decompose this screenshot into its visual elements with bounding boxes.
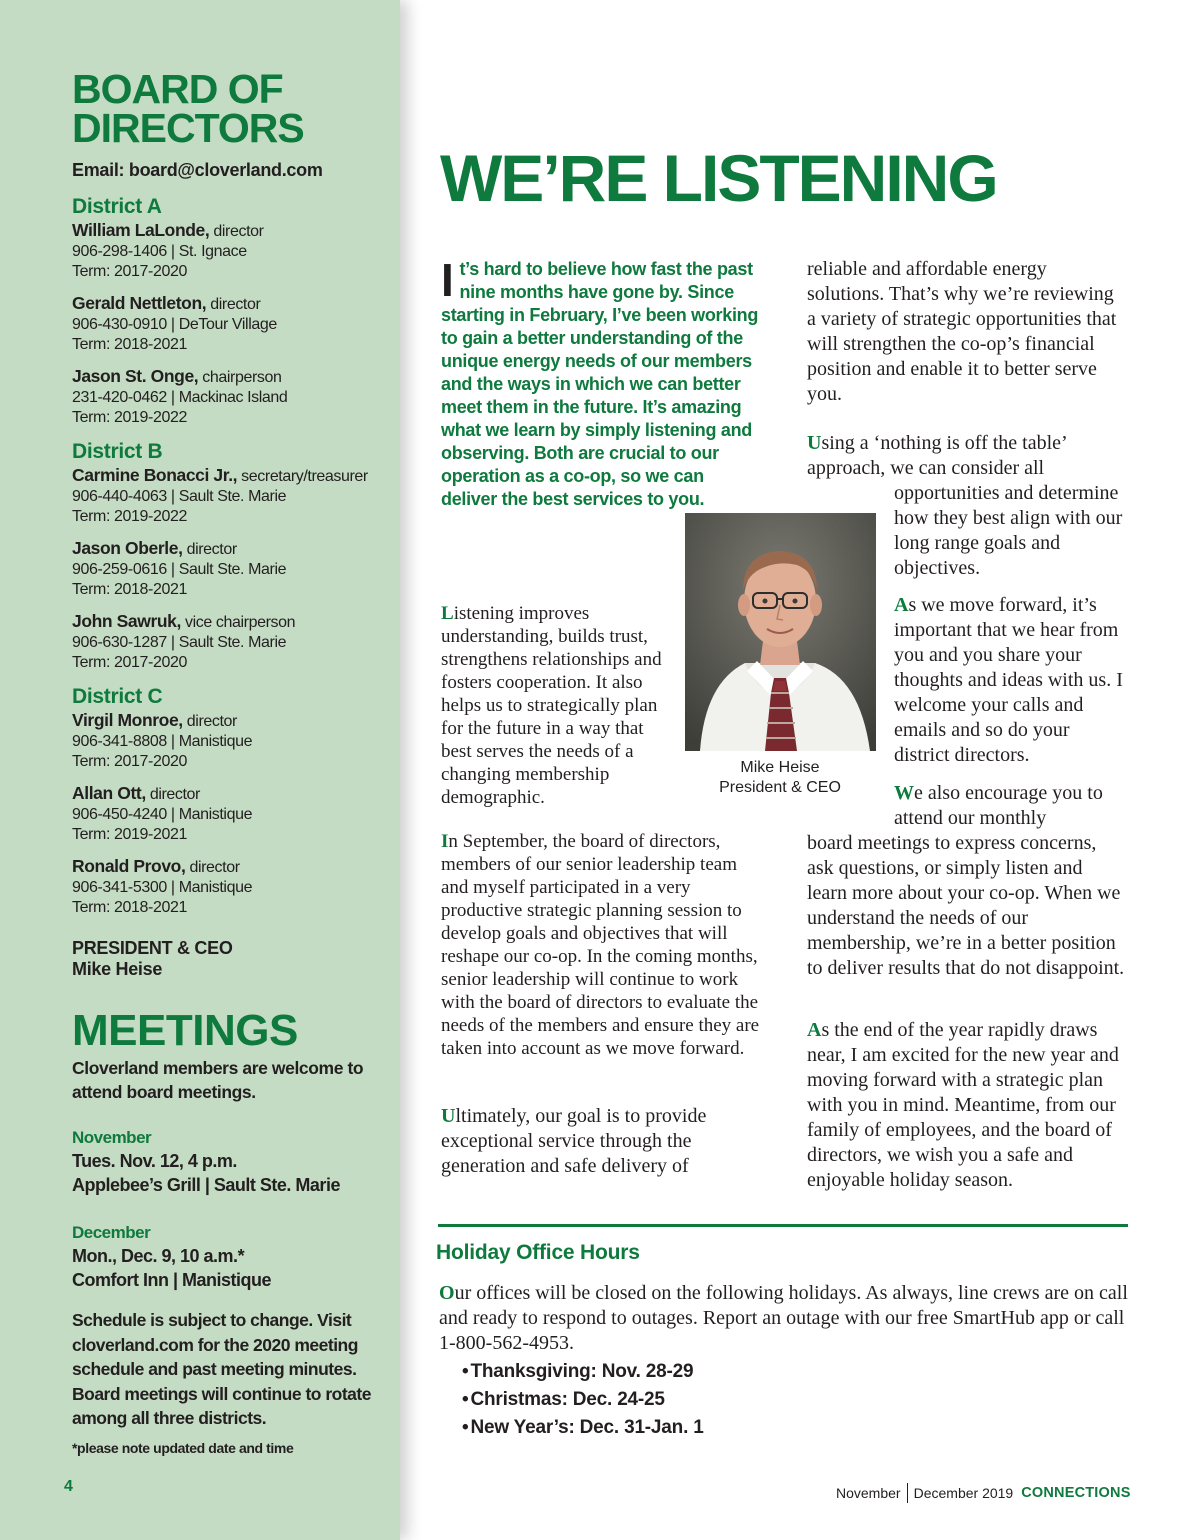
paragraph-text: n September, the board of directors, members of our senior leadership team and myself participated in a very productive strategic planning session to develop goals and objectives that will reshape our co-op. In the coming months, senior leadership will continue to work with the board of directors to evaluate the needs of the members and ensure they are taken into account as we move forward. xyxy=(441,831,760,1059)
district-heading: District C xyxy=(72,685,163,708)
drop-cap: I xyxy=(441,254,454,306)
director-entry xyxy=(72,538,392,600)
paragraph-september xyxy=(441,830,761,1060)
article-title: WE’RE LISTENING xyxy=(440,141,997,215)
meeting-datetime: Tues. Nov. 12, 4 p.m. xyxy=(72,1151,237,1171)
director-name: William LaLonde, xyxy=(72,220,210,240)
caption-title: President & CEO xyxy=(719,779,841,796)
director-contact: 906-450-4240 | Manistique xyxy=(72,806,253,823)
director-entry xyxy=(72,856,392,918)
paragraph-using xyxy=(807,431,1127,581)
director-entry xyxy=(72,783,392,845)
director-contact: 906-341-8808 | Manistique xyxy=(72,733,253,750)
schedule-note: Schedule is subject to change. Visit cloverland.com for the 2020 meeting schedule and past meeting minutes. Board meetings will continue to rotate among all three districts. xyxy=(72,1310,371,1428)
intro-text: t’s hard to believe how fast the past nine months have gone by. Since starting in February, I’ve been working to gain a better understanding of the unique energy needs of our members and the ways in which we can better meet them in the future. It’s amazing what we learn by simply listening and observing. Both are crucial to our operation as a co-op, so we can deliver the best services to you. xyxy=(441,259,759,509)
director-name: Ronald Provo, xyxy=(72,856,186,876)
director-entry xyxy=(72,293,392,355)
director-role: chairperson xyxy=(198,369,282,386)
director-role: secretary/treasurer xyxy=(237,468,368,485)
meeting-datetime: Mon., Dec. 9, 10 a.m.* xyxy=(72,1246,245,1266)
director-entry xyxy=(72,465,392,527)
director-name: Jason Oberle, xyxy=(72,538,183,558)
paragraph-text: e also encourage you to attend our monthly xyxy=(894,782,1103,829)
footer-month: November xyxy=(836,1485,901,1501)
president-title: PRESIDENT & CEO xyxy=(72,938,233,958)
paragraph-text-full: board meetings to express concerns, ask questions, or simply listen and learn more about your co-op. When we understand the needs of our membership, we’re in a better position to deliver results that do not disappoint. xyxy=(807,832,1125,979)
director-term: Term: 2017-2020 xyxy=(72,753,187,770)
holiday-list xyxy=(462,1358,704,1442)
director-contact: 231-420-0462 | Mackinac Island xyxy=(72,389,288,406)
holiday-item: • New Year’s: Dec. 31-Jan. 1 xyxy=(462,1417,704,1438)
director-contact: 906-298-1406 | St. Ignace xyxy=(72,243,247,260)
first-letter: L xyxy=(441,603,454,624)
publication-name: CONNECTIONS xyxy=(1021,1485,1131,1501)
section-divider xyxy=(438,1224,1128,1227)
director-contact: 906-341-5300 | Manistique xyxy=(72,879,253,896)
director-name: Allan Ott, xyxy=(72,783,146,803)
sidebar xyxy=(0,0,400,1540)
paragraph-ultimately xyxy=(441,1104,761,1179)
board-of-directors-title: BOARD OF DIRECTORS xyxy=(72,66,304,151)
board-email[interactable]: Email: board@cloverland.com xyxy=(72,160,323,180)
district-a xyxy=(72,194,392,428)
footer-issue: December 2019 xyxy=(913,1485,1014,1501)
holiday-hours-text xyxy=(439,1281,1129,1356)
paragraph-text: s the end of the year rapidly draws near, I am excited for the new year and moving forward with a strategic plan with you in mind. Meantime, from our family of employees, and the board of directors, we wish you a safe and enjoyable holiday season. xyxy=(807,1019,1119,1191)
meetings-intro: Cloverland members are welcome to attend board meetings. xyxy=(72,1058,364,1102)
director-term: Term: 2019-2021 xyxy=(72,826,187,843)
director-term: Term: 2017-2020 xyxy=(72,654,187,671)
director-contact: 906-430-0910 | DeTour Village xyxy=(72,316,277,333)
paragraph-text: sing a ‘nothing is off the table’ approach, we can consider all xyxy=(807,432,1067,479)
meeting-location: Comfort Inn | Manistique xyxy=(72,1270,272,1290)
meeting-location: Applebee’s Grill | Sault Ste. Marie xyxy=(72,1175,340,1195)
page-number: 4 xyxy=(64,1478,73,1495)
director-entry xyxy=(72,611,392,673)
director-entry xyxy=(72,710,392,772)
first-letter: A xyxy=(807,1019,822,1041)
director-contact: 906-259-0616 | Sault Ste. Marie xyxy=(72,561,287,578)
first-letter: I xyxy=(441,831,449,852)
paragraph-listening xyxy=(441,602,671,809)
director-contact: 906-630-1287 | Sault Ste. Marie xyxy=(72,634,287,651)
director-name: John Sawruk, xyxy=(72,611,181,631)
director-term: Term: 2019-2022 xyxy=(72,409,187,426)
director-term: Term: 2018-2021 xyxy=(72,336,187,353)
director-term: Term: 2017-2020 xyxy=(72,263,187,280)
paragraph-year-end xyxy=(807,1018,1127,1193)
director-name: Jason St. Onge, xyxy=(72,366,199,386)
meeting-november xyxy=(72,1127,392,1197)
director-name: Virgil Monroe, xyxy=(72,710,183,730)
holiday-item-text: Thanksgiving: Nov. 28-29 xyxy=(470,1361,694,1382)
meeting-december xyxy=(72,1222,392,1292)
district-heading: District B xyxy=(72,440,163,463)
district-heading: District A xyxy=(72,195,162,218)
director-role: director xyxy=(185,859,240,876)
paragraph-encourage xyxy=(807,781,1127,981)
first-letter: W xyxy=(894,782,914,804)
director-role: director xyxy=(209,223,264,240)
president-name: Mike Heise xyxy=(72,959,163,979)
district-c xyxy=(72,684,392,918)
first-letter: U xyxy=(441,1105,456,1127)
first-letter: A xyxy=(894,594,909,616)
footnote: *please note updated date and time xyxy=(72,1440,294,1456)
director-term: Term: 2018-2021 xyxy=(72,581,187,598)
director-role: director xyxy=(145,786,200,803)
page-footer xyxy=(836,1483,1131,1503)
paragraph-reliable: reliable and affordable energy solutions. That’s why we’re reviewing a variety of strategic opportunities that will strengthen the co-op’s financial position and enable it to better serve you. xyxy=(807,258,1117,405)
director-role: vice chairperson xyxy=(180,614,296,631)
director-role: director xyxy=(182,541,237,558)
directors-list xyxy=(72,194,392,929)
meeting-month: November xyxy=(72,1128,152,1147)
holiday-hours-title: Holiday Office Hours xyxy=(436,1241,640,1264)
director-contact: 906-440-4063 | Sault Ste. Marie xyxy=(72,488,287,505)
holiday-item-text: Christmas: Dec. 24-25 xyxy=(470,1389,665,1410)
meeting-month: December xyxy=(72,1223,151,1242)
director-role: director xyxy=(182,713,237,730)
holiday-item-text: New Year’s: Dec. 31-Jan. 1 xyxy=(470,1417,704,1438)
district-b xyxy=(72,439,392,673)
director-name: Gerald Nettleton, xyxy=(72,293,207,313)
paragraph-text: ltimately, our goal is to provide exceptional service through the generation and safe delivery of xyxy=(441,1105,707,1177)
article-intro xyxy=(441,254,759,511)
director-entry xyxy=(72,366,392,428)
paragraph-text: s we move forward, it’s important that we hear from you and you share your thoughts and ideas with us. I welcome your calls and emails and so do your district directors. xyxy=(894,594,1123,766)
paragraph-moving-forward xyxy=(894,593,1124,768)
paragraph-text-indented: opportunities and determine how they best align with our long range goals and objectives. xyxy=(894,482,1123,579)
director-entry xyxy=(72,220,392,282)
director-term: Term: 2019-2022 xyxy=(72,508,187,525)
holiday-item: • Christmas: Dec. 24-25 xyxy=(462,1389,665,1410)
director-term: Term: 2018-2021 xyxy=(72,899,187,916)
director-name: Carmine Bonacci Jr., xyxy=(72,465,238,485)
paragraph-text: istening improves understanding, builds trust, strengthens relationships and fosters cooperation. It also helps us to strategically plan for the future in a way that best serves the needs of a changing membership demographic. xyxy=(441,603,662,808)
first-letter: O xyxy=(439,1282,455,1304)
paragraph-text: ur offices will be closed on the following holidays. As always, line crews are on call and ready to respond to outages. Report an outage with our free SmartHub app or call 1-800-562-4953. xyxy=(439,1282,1128,1354)
first-letter: U xyxy=(807,432,822,454)
director-role: director xyxy=(206,296,261,313)
president-block xyxy=(72,938,233,980)
footer-separator xyxy=(907,1483,908,1503)
holiday-item: • Thanksgiving: Nov. 28-29 xyxy=(462,1361,694,1382)
meetings-title: MEETINGS xyxy=(72,1006,298,1055)
caption-name: Mike Heise xyxy=(740,759,820,776)
